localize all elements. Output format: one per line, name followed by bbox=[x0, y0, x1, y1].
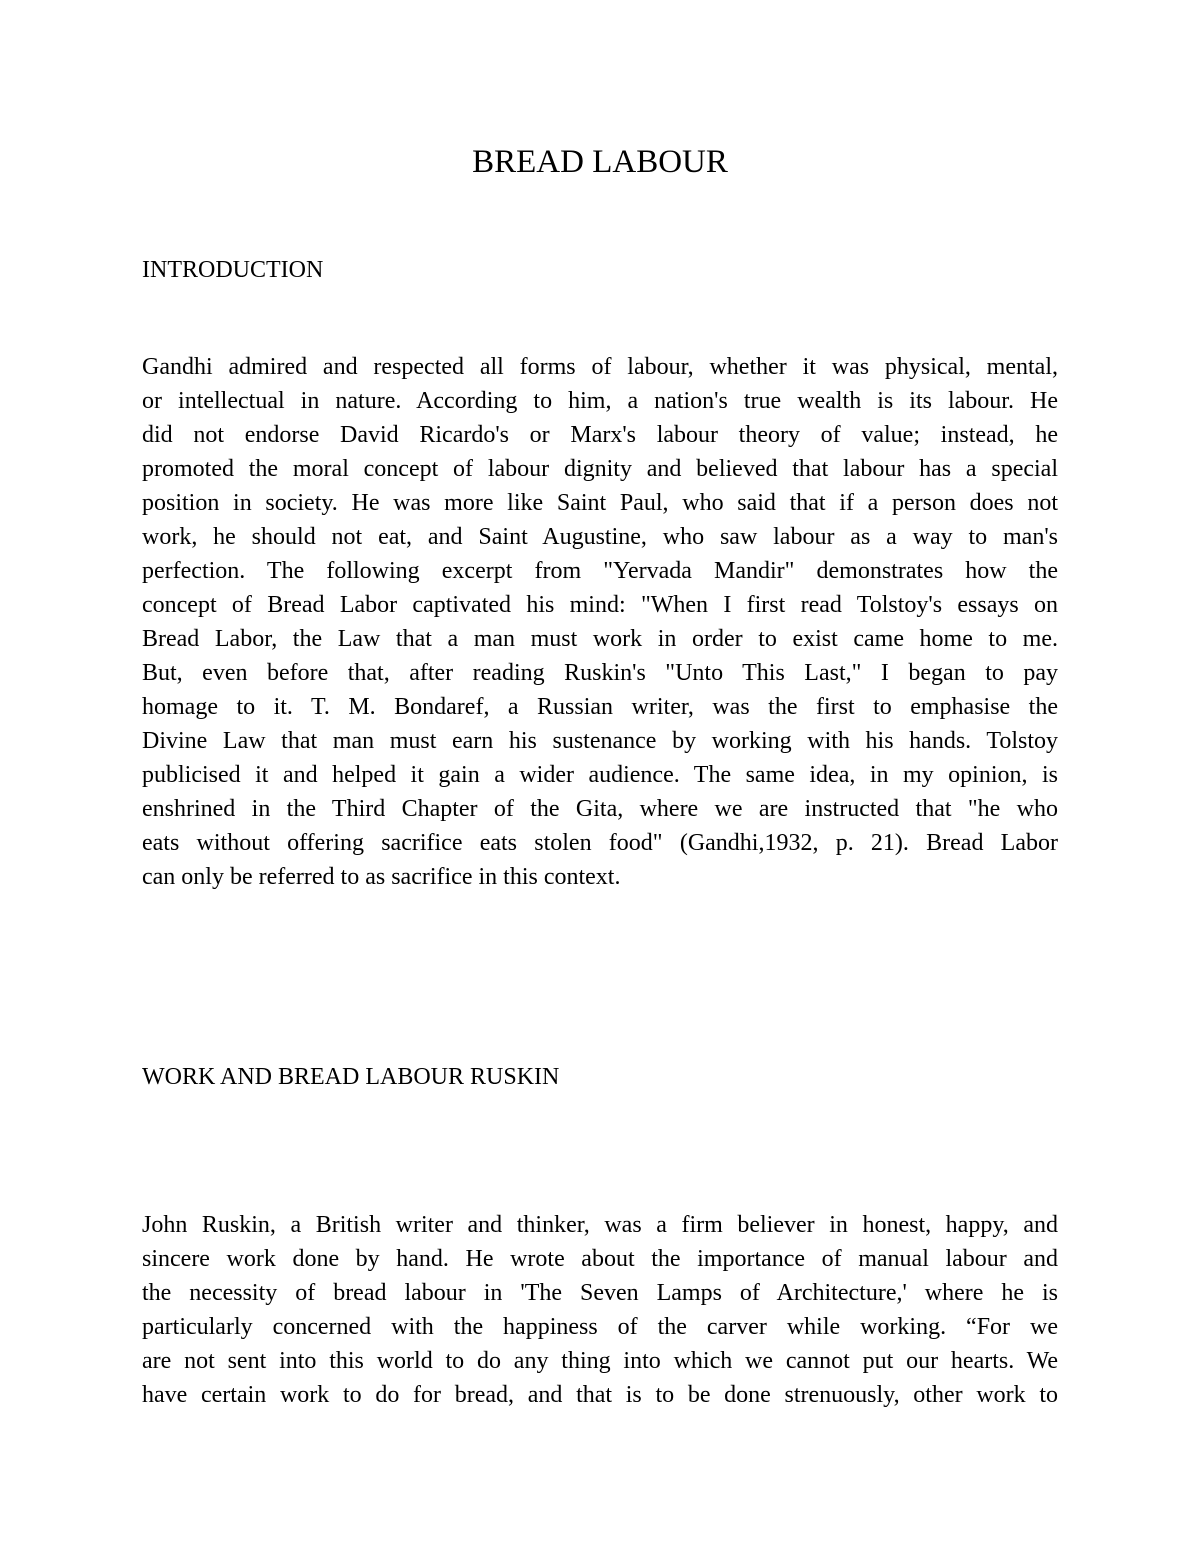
paragraph-line: Divine Law that man must earn his sustenance by working with his hands. Tolstoy bbox=[142, 728, 1058, 754]
paragraph-line: perfection. The following excerpt from "Yervada Mandir" demonstrates how the bbox=[142, 558, 1058, 584]
paragraph-line: promoted the moral concept of labour dignity and believed that labour has a special bbox=[142, 456, 1058, 482]
paragraph-line: are not sent into this world to do any thing into which we cannot put our hearts. We bbox=[142, 1348, 1058, 1374]
paragraph-line: particularly concerned with the happiness of the carver while working. “For we bbox=[142, 1314, 1058, 1340]
paragraph-line: Bread Labor, the Law that a man must work in order to exist came home to me. bbox=[142, 626, 1058, 652]
paragraph-line: eats without offering sacrifice eats stolen food" (Gandhi,1932, p. 21). Bread Labor bbox=[142, 830, 1058, 856]
introduction-paragraph bbox=[142, 350, 1058, 894]
paragraph-line: Gandhi admired and respected all forms of labour, whether it was physical, mental, bbox=[142, 354, 1058, 380]
paragraph-line: enshrined in the Third Chapter of the Gita, where we are instructed that "he who bbox=[142, 796, 1058, 822]
paragraph-line: did not endorse David Ricardo's or Marx's labour theory of value; instead, he bbox=[142, 422, 1058, 448]
paragraph-line: work, he should not eat, and Saint Augustine, who saw labour as a way to man's bbox=[142, 524, 1058, 550]
paragraph-line: publicised it and helped it gain a wider audience. The same idea, in my opinion, is bbox=[142, 762, 1058, 788]
paragraph-line: the necessity of bread labour in 'The Seven Lamps of Architecture,' where he is bbox=[142, 1280, 1058, 1306]
paragraph-line: John Ruskin, a British writer and thinker, was a firm believer in honest, happy, and bbox=[142, 1212, 1058, 1238]
ruskin-paragraph bbox=[142, 1208, 1058, 1412]
section-heading-work-and-bread-labour-ruskin: WORK AND BREAD LABOUR RUSKIN bbox=[142, 1064, 560, 1090]
paragraph-line: have certain work to do for bread, and that is to be done strenuously, other work to bbox=[142, 1382, 1058, 1408]
document-title: BREAD LABOUR bbox=[472, 144, 728, 180]
paragraph-line: But, even before that, after reading Ruskin's "Unto This Last," I began to pay bbox=[142, 660, 1058, 686]
paragraph-line: homage to it. T. M. Bondaref, a Russian writer, was the first to emphasise the bbox=[142, 694, 1058, 720]
paragraph-line: or intellectual in nature. According to him, a nation's true wealth is its labour. He bbox=[142, 388, 1058, 414]
paragraph-line: position in society. He was more like Saint Paul, who said that if a person does not bbox=[142, 490, 1058, 516]
section-heading-introduction: INTRODUCTION bbox=[142, 257, 324, 283]
paragraph-line: sincere work done by hand. He wrote about the importance of manual labour and bbox=[142, 1246, 1058, 1272]
paragraph-line: concept of Bread Labor captivated his mind: "When I first read Tolstoy's essays on bbox=[142, 592, 1058, 618]
paragraph-line: can only be referred to as sacrifice in this context. bbox=[142, 864, 621, 890]
